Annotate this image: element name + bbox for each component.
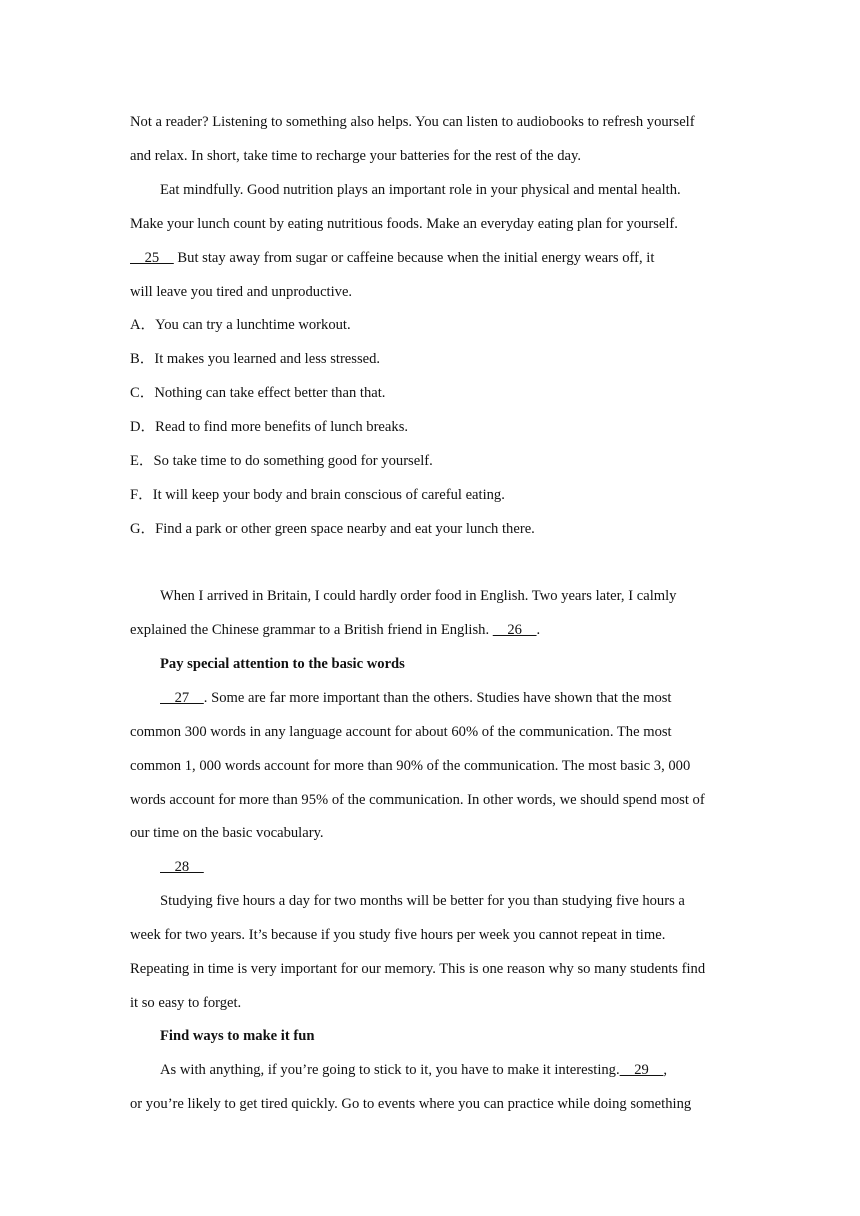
section-heading: Find ways to make it fun <box>160 1028 315 1044</box>
passage-line: Make your lunch count by eating nutritious foods. Make an everyday eating plan for yourself. <box>130 216 678 232</box>
blank-28: 28 <box>160 859 204 875</box>
passage-line: Not a reader? Listening to something also helps. You can listen to audiobooks to refresh yourself <box>130 114 695 130</box>
option-g: G．Find a park or other green space nearby and eat your lunch there. <box>130 521 535 537</box>
passage-text: . <box>536 622 541 638</box>
passage-line <box>160 857 204 877</box>
passage-line <box>130 620 540 640</box>
passage-line: it so easy to forget. <box>130 995 242 1011</box>
passage-line: will leave you tired and unproductive. <box>130 284 353 300</box>
passage-text: But stay away from sugar or caffeine because when the initial energy wears off, it <box>173 250 655 266</box>
option-c: C．Nothing can take effect better than that. <box>130 385 386 401</box>
passage-line <box>130 248 654 268</box>
passage-text: explained the Chinese grammar to a British friend in English. <box>130 622 493 638</box>
blank-27: 27 <box>160 690 204 706</box>
passage-line: common 300 words in any language account for about 60% of the communication. The most <box>130 724 672 740</box>
passage-line: week for two years. It’s because if you study five hours per week you cannot repeat in time. <box>130 927 666 943</box>
passage-text: As with anything, if you’re going to stick to it, you have to make it interesting. <box>160 1062 620 1078</box>
passage-line: When I arrived in Britain, I could hardly order food in English. Two years later, I calmly <box>160 588 677 604</box>
option-b: B．It makes you learned and less stressed. <box>130 351 381 367</box>
blank-25: 25 <box>130 250 174 266</box>
blank-26: 26 <box>492 622 537 638</box>
passage-line: and relax. In short, take time to recharge your batteries for the rest of the day. <box>130 148 582 164</box>
passage-text: , <box>663 1062 668 1078</box>
option-d: D．Read to find more benefits of lunch breaks. <box>130 419 409 435</box>
passage-line <box>160 1060 667 1080</box>
option-e: E．So take time to do something good for yourself. <box>130 453 433 469</box>
passage-line: Eat mindfully. Good nutrition plays an important role in your physical and mental health. <box>160 182 681 198</box>
passage-line <box>160 688 672 708</box>
option-f: F．It will keep your body and brain conscious of careful eating. <box>130 487 505 503</box>
passage-line: common 1, 000 words account for more than 90% of the communication. The most basic 3, 000 <box>130 758 691 774</box>
section-heading: Pay special attention to the basic words <box>160 656 405 672</box>
passage-text: . Some are far more important than the others. Studies have shown that the most <box>203 690 672 706</box>
passage-line: or you’re likely to get tired quickly. Go to events where you can practice while doing something <box>130 1096 692 1112</box>
option-a: A．You can try a lunchtime workout. <box>130 317 351 333</box>
passage-line: words account for more than 95% of the communication. In other words, we should spend most of <box>130 792 705 808</box>
blank-29: 29 <box>619 1062 664 1078</box>
passage-line: our time on the basic vocabulary. <box>130 825 324 841</box>
passage-line: Studying five hours a day for two months will be better for you than studying five hours a <box>160 893 685 909</box>
passage-line: Repeating in time is very important for our memory. This is one reason why so many students find <box>130 961 706 977</box>
